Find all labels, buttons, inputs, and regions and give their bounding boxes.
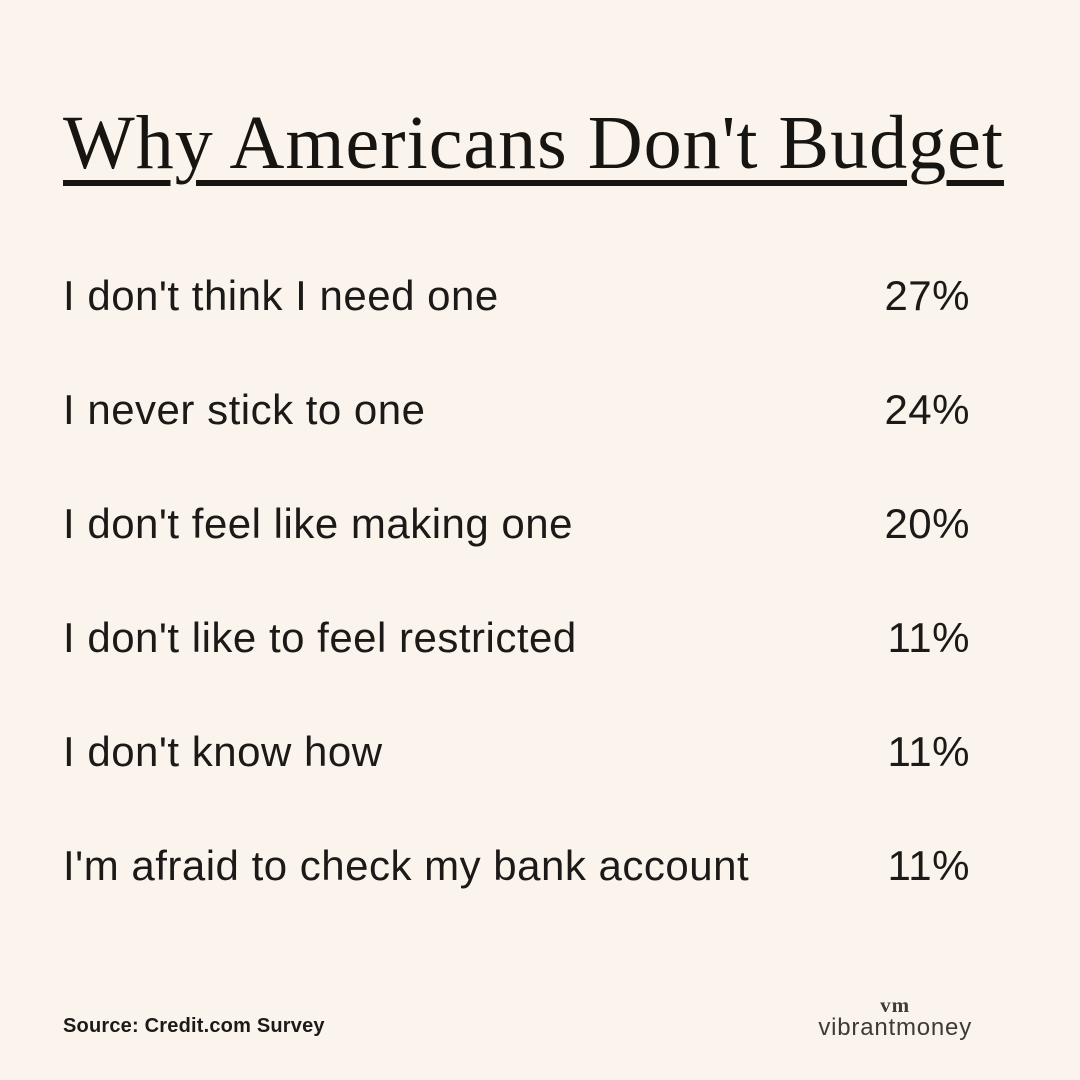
reason-label: I never stick to one — [63, 386, 426, 433]
reason-value: 11% — [887, 728, 970, 775]
list-item — [63, 614, 970, 662]
list-item — [63, 728, 970, 776]
reasons-list — [63, 272, 970, 890]
reason-label: I don't think I need one — [63, 272, 499, 319]
reason-value: 24% — [884, 386, 970, 433]
brand-logo — [818, 993, 972, 1042]
source-attribution: Source: Credit.com Survey — [63, 1015, 325, 1037]
brand-monogram-icon: vm — [880, 993, 911, 1017]
reason-value: 11% — [887, 842, 970, 889]
list-item — [63, 272, 970, 320]
list-item — [63, 500, 970, 548]
reason-label: I don't know how — [63, 728, 383, 775]
reason-value: 20% — [884, 500, 970, 547]
reason-label: I'm afraid to check my bank account — [63, 842, 750, 889]
reason-label: I don't feel like making one — [63, 500, 573, 547]
list-item — [63, 386, 970, 434]
page-title: Why Americans Don't Budget — [63, 101, 1004, 185]
reason-label: I don't like to feel restricted — [63, 614, 577, 661]
brand-wordmark: vibrantmoney — [818, 1014, 972, 1041]
reason-value: 27% — [884, 272, 970, 319]
reason-value: 11% — [887, 614, 970, 661]
list-item — [63, 842, 970, 890]
